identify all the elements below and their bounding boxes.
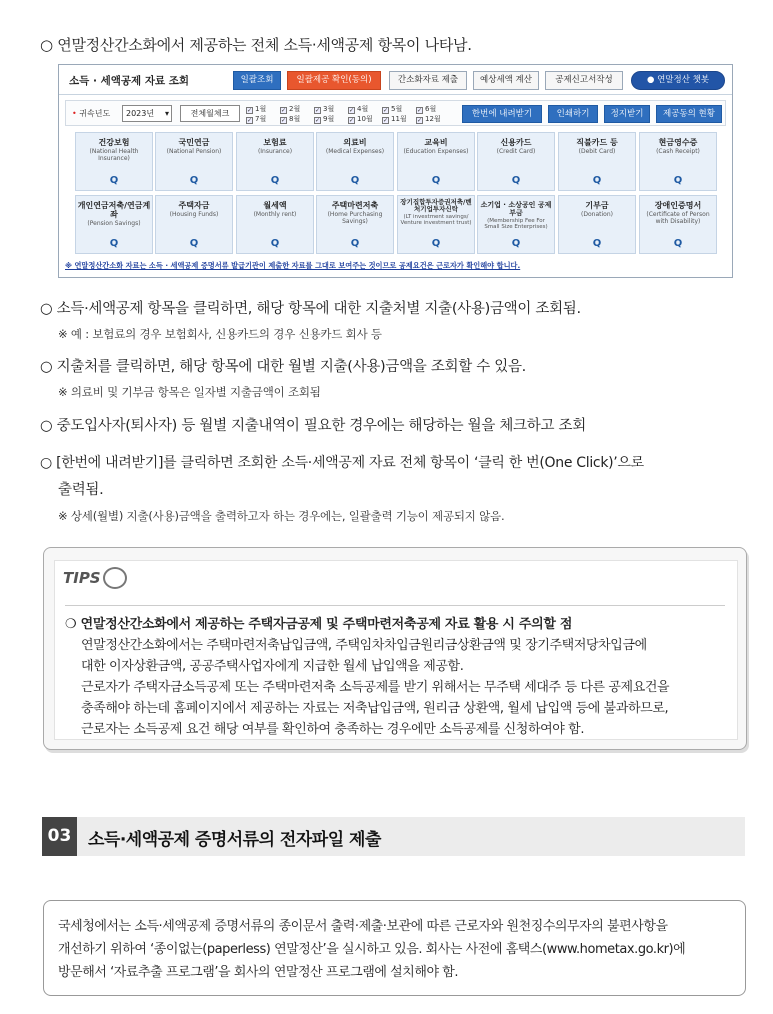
- tip-line: 근로자가 주택자금소득공제 또는 주택마련저축 소득공제를 받기 위해서는 무주택 세대주 등 다른 공제요건을: [81, 680, 670, 695]
- item-medical[interactable]: 의료비 (Medical Expenses) Q: [316, 132, 394, 191]
- search-icon: Q: [270, 175, 280, 186]
- item-disability-cert[interactable]: 장애인증명서 (Certificate of Person with Disability) Q: [639, 195, 717, 254]
- month-checkbox[interactable]: ✓ 5월: [383, 105, 403, 114]
- paragraph-4: ○ [한번에 내려받기]를 클릭하면 조회한 소득·세액공제 자료 전체 항목이 ‘클릭 한 번(One Click)’으로: [40, 455, 644, 471]
- year-label: • 귀속년도: [72, 109, 111, 118]
- month-checkbox[interactable]: ✓ 12월: [417, 115, 441, 124]
- paragraph-3: ○ 중도입사자(퇴사자) 등 월별 지출내역이 필요한 경우에는 해당하는 월을 체크하고 조회: [40, 418, 586, 434]
- screenshot-header: [59, 65, 732, 95]
- bulk-consent-button[interactable]: 일괄제공 확인(동의): [287, 71, 381, 90]
- month-checkbox[interactable]: ✓ 1월: [247, 105, 267, 114]
- section-number: 03: [42, 817, 77, 856]
- search-icon: Q: [350, 238, 360, 249]
- month-checkbox[interactable]: ✓ 11월: [383, 115, 407, 124]
- item-national-pension[interactable]: 국민연금 (National Pension) Q: [155, 132, 233, 191]
- search-icon: Q: [270, 238, 280, 249]
- submit-data-button[interactable]: 간소화자료 제출: [389, 71, 467, 90]
- estimate-tax-button[interactable]: 예상세액 계산: [473, 71, 539, 90]
- item-cash-receipt[interactable]: 현금영수증 (Cash Receipt) Q: [639, 132, 717, 191]
- consent-status-button[interactable]: 제공동의 현황: [656, 105, 722, 123]
- tip-line: 대한 이자상환금액, 공공주택사업자에게 지급한 월세 납입액을 제공함.: [81, 659, 464, 674]
- month-checkbox[interactable]: ✓ 4월: [349, 105, 369, 114]
- write-report-button[interactable]: 공제신고서작성: [545, 71, 623, 90]
- chatbot-button[interactable]: [631, 71, 725, 90]
- tip-box: [43, 547, 747, 750]
- section-title: 소득·세액공제 증명서류의 전자파일 제출: [88, 830, 381, 850]
- search-icon: Q: [350, 175, 360, 186]
- search-icon: Q: [511, 238, 521, 249]
- filter-bar: [65, 100, 726, 126]
- dropdown-icon: ▾: [164, 109, 169, 118]
- search-icon: Q: [592, 175, 602, 186]
- info-box-text: [58, 915, 734, 984]
- item-small-business[interactable]: 소기업 · 소상공인 공제부금 (Membership Fee For Small Size Enterprises) Q: [477, 195, 555, 254]
- month-checkbox[interactable]: ✓ 8월: [281, 115, 301, 124]
- info-box: [43, 900, 746, 996]
- search-icon: Q: [673, 175, 683, 186]
- screenshot-title: 소득 · 세액공제 자료 조회: [69, 75, 190, 87]
- intro-text: ○ 연말정산간소화에서 제공하는 전체 소득·세액공제 항목이 나타남.: [40, 36, 472, 54]
- tip-line: 충족해야 하는데 홈페이지에서 제공하는 자료는 저축납입금액, 원리금 상환액, 월세 납입액 등에 불과하므로,: [81, 701, 669, 716]
- search-icon: Q: [511, 175, 521, 186]
- search-icon: Q: [673, 238, 683, 249]
- paragraph-4-cont: 출력됨.: [58, 482, 104, 498]
- tip-divider: [65, 605, 725, 606]
- tip-line: 연말정산간소화에서는 주택마련저축납입금액, 주택임차차입금원리금상환금액 및 장기주택저당차입금에: [81, 638, 647, 653]
- search-icon: Q: [431, 238, 441, 249]
- print-button[interactable]: 인쇄하기: [548, 105, 598, 123]
- month-checkbox[interactable]: ✓ 10월: [349, 115, 373, 124]
- note-1: ※ 예 : 보험료의 경우 보험회사, 신용카드의 경우 신용카드 회사 등: [58, 327, 382, 341]
- stop-button[interactable]: 정지받기: [604, 105, 650, 123]
- tips-logo: TIPS: [63, 569, 101, 587]
- item-pension-savings[interactable]: 개인연금저축/연금계좌 (Pension Savings) Q: [75, 195, 153, 254]
- info-line: 국세청에서는 소득·세액공제 증명서류의 종이문서 출력·제출·보관에 따른 근로자와 원천징수의무자의 불편사항을: [58, 919, 668, 934]
- item-health-insurance[interactable]: 건강보험 (National Health Insurance) Q: [75, 132, 153, 191]
- item-education[interactable]: 교육비 (Education Expenses) Q: [397, 132, 475, 191]
- month-checkbox[interactable]: ✓ 3월: [315, 105, 335, 114]
- search-icon: Q: [189, 238, 199, 249]
- hometax-screenshot: [58, 64, 733, 278]
- paragraph-2: ○ 지출처를 클릭하면, 해당 항목에 대한 월별 지출(사용)금액을 조회할 수 있음.: [40, 359, 526, 375]
- screenshot-notice: ※ 연말정산간소화 자료는 소득 · 세액공제 증명서류 발급기관이 제출한 자료를 그대로 보여주는 것이므로 공제요건은 근로자가 확인해야 합니다.: [65, 261, 521, 270]
- year-select[interactable]: 2023년 ▾: [122, 105, 172, 122]
- tip-heading: ❍ 연말정산간소화에서 제공하는 주택자금공제 및 주택마련저축공제 자료 활용 시 주의할 점: [65, 617, 573, 632]
- tip-body: [81, 635, 731, 740]
- search-icon: Q: [109, 238, 119, 249]
- month-checkbox[interactable]: ✓ 7월: [247, 115, 267, 124]
- month-checkbox[interactable]: ✓ 2월: [281, 105, 301, 114]
- select-all-months-button[interactable]: 전체월체크: [180, 105, 240, 122]
- bulk-query-button[interactable]: 일괄조회: [233, 71, 281, 90]
- section-header: [42, 817, 745, 856]
- item-debit-card[interactable]: 직불카드 등 (Debit Card) Q: [558, 132, 636, 191]
- item-housing-funds[interactable]: 주택자금 (Housing Funds) Q: [155, 195, 233, 254]
- search-icon: Q: [431, 175, 441, 186]
- tips-logo-icon: [103, 567, 127, 589]
- paragraph-1: ○ 소득·세액공제 항목을 클릭하면, 해당 항목에 대한 지출처별 지출(사용)금액이 조회됨.: [40, 301, 581, 317]
- info-line: 개선하기 위하여 ‘종이없는(paperless) 연말정산’을 실시하고 있음. 회사는 사전에 홈택스(www.hometax.go.kr)에: [58, 942, 686, 957]
- note-3: ※ 상세(월별) 지출(사용)금액을 출력하고자 하는 경우에는, 일괄출력 기능이 제공되지 않음.: [58, 509, 505, 523]
- chatbot-label: 연말정산 챗봇: [657, 75, 710, 85]
- item-credit-card[interactable]: 신용카드 (Credit Card) Q: [477, 132, 555, 191]
- month-checkbox[interactable]: ✓ 9월: [315, 115, 335, 124]
- search-icon: Q: [592, 238, 602, 249]
- month-checkbox[interactable]: ✓ 6월: [417, 105, 437, 114]
- search-icon: Q: [109, 175, 119, 186]
- search-icon: Q: [189, 175, 199, 186]
- item-donation[interactable]: 기부금 (Donation) Q: [558, 195, 636, 254]
- item-monthly-rent[interactable]: 월세액 (Monthly rent) Q: [236, 195, 314, 254]
- download-all-button[interactable]: 한번에 내려받기: [462, 105, 542, 123]
- info-line: 방문해서 ‘자료추출 프로그램’을 회사의 연말정산 프로그램에 설치해야 함.: [58, 965, 459, 980]
- item-insurance[interactable]: 보험료 (Insurance) Q: [236, 132, 314, 191]
- tip-inner: [54, 560, 738, 740]
- month-checkboxes: [246, 104, 456, 124]
- item-home-savings[interactable]: 주택마련저축 (Home Purchasing Savings) Q: [316, 195, 394, 254]
- tip-line: 근로자는 소득공제 요건 해당 여부를 확인하여 충족하는 경우에만 소득공제를 신청하여야 함.: [81, 722, 585, 737]
- note-2: ※ 의료비 및 기부금 항목은 일자별 지출금액이 조회됨: [58, 385, 321, 399]
- chatbot-icon: ●: [646, 75, 658, 85]
- item-lt-investment[interactable]: 장기집합투자증권저축/벤처기업투자신탁 (LT investment savings/ Venture investment trust) Q: [397, 195, 475, 254]
